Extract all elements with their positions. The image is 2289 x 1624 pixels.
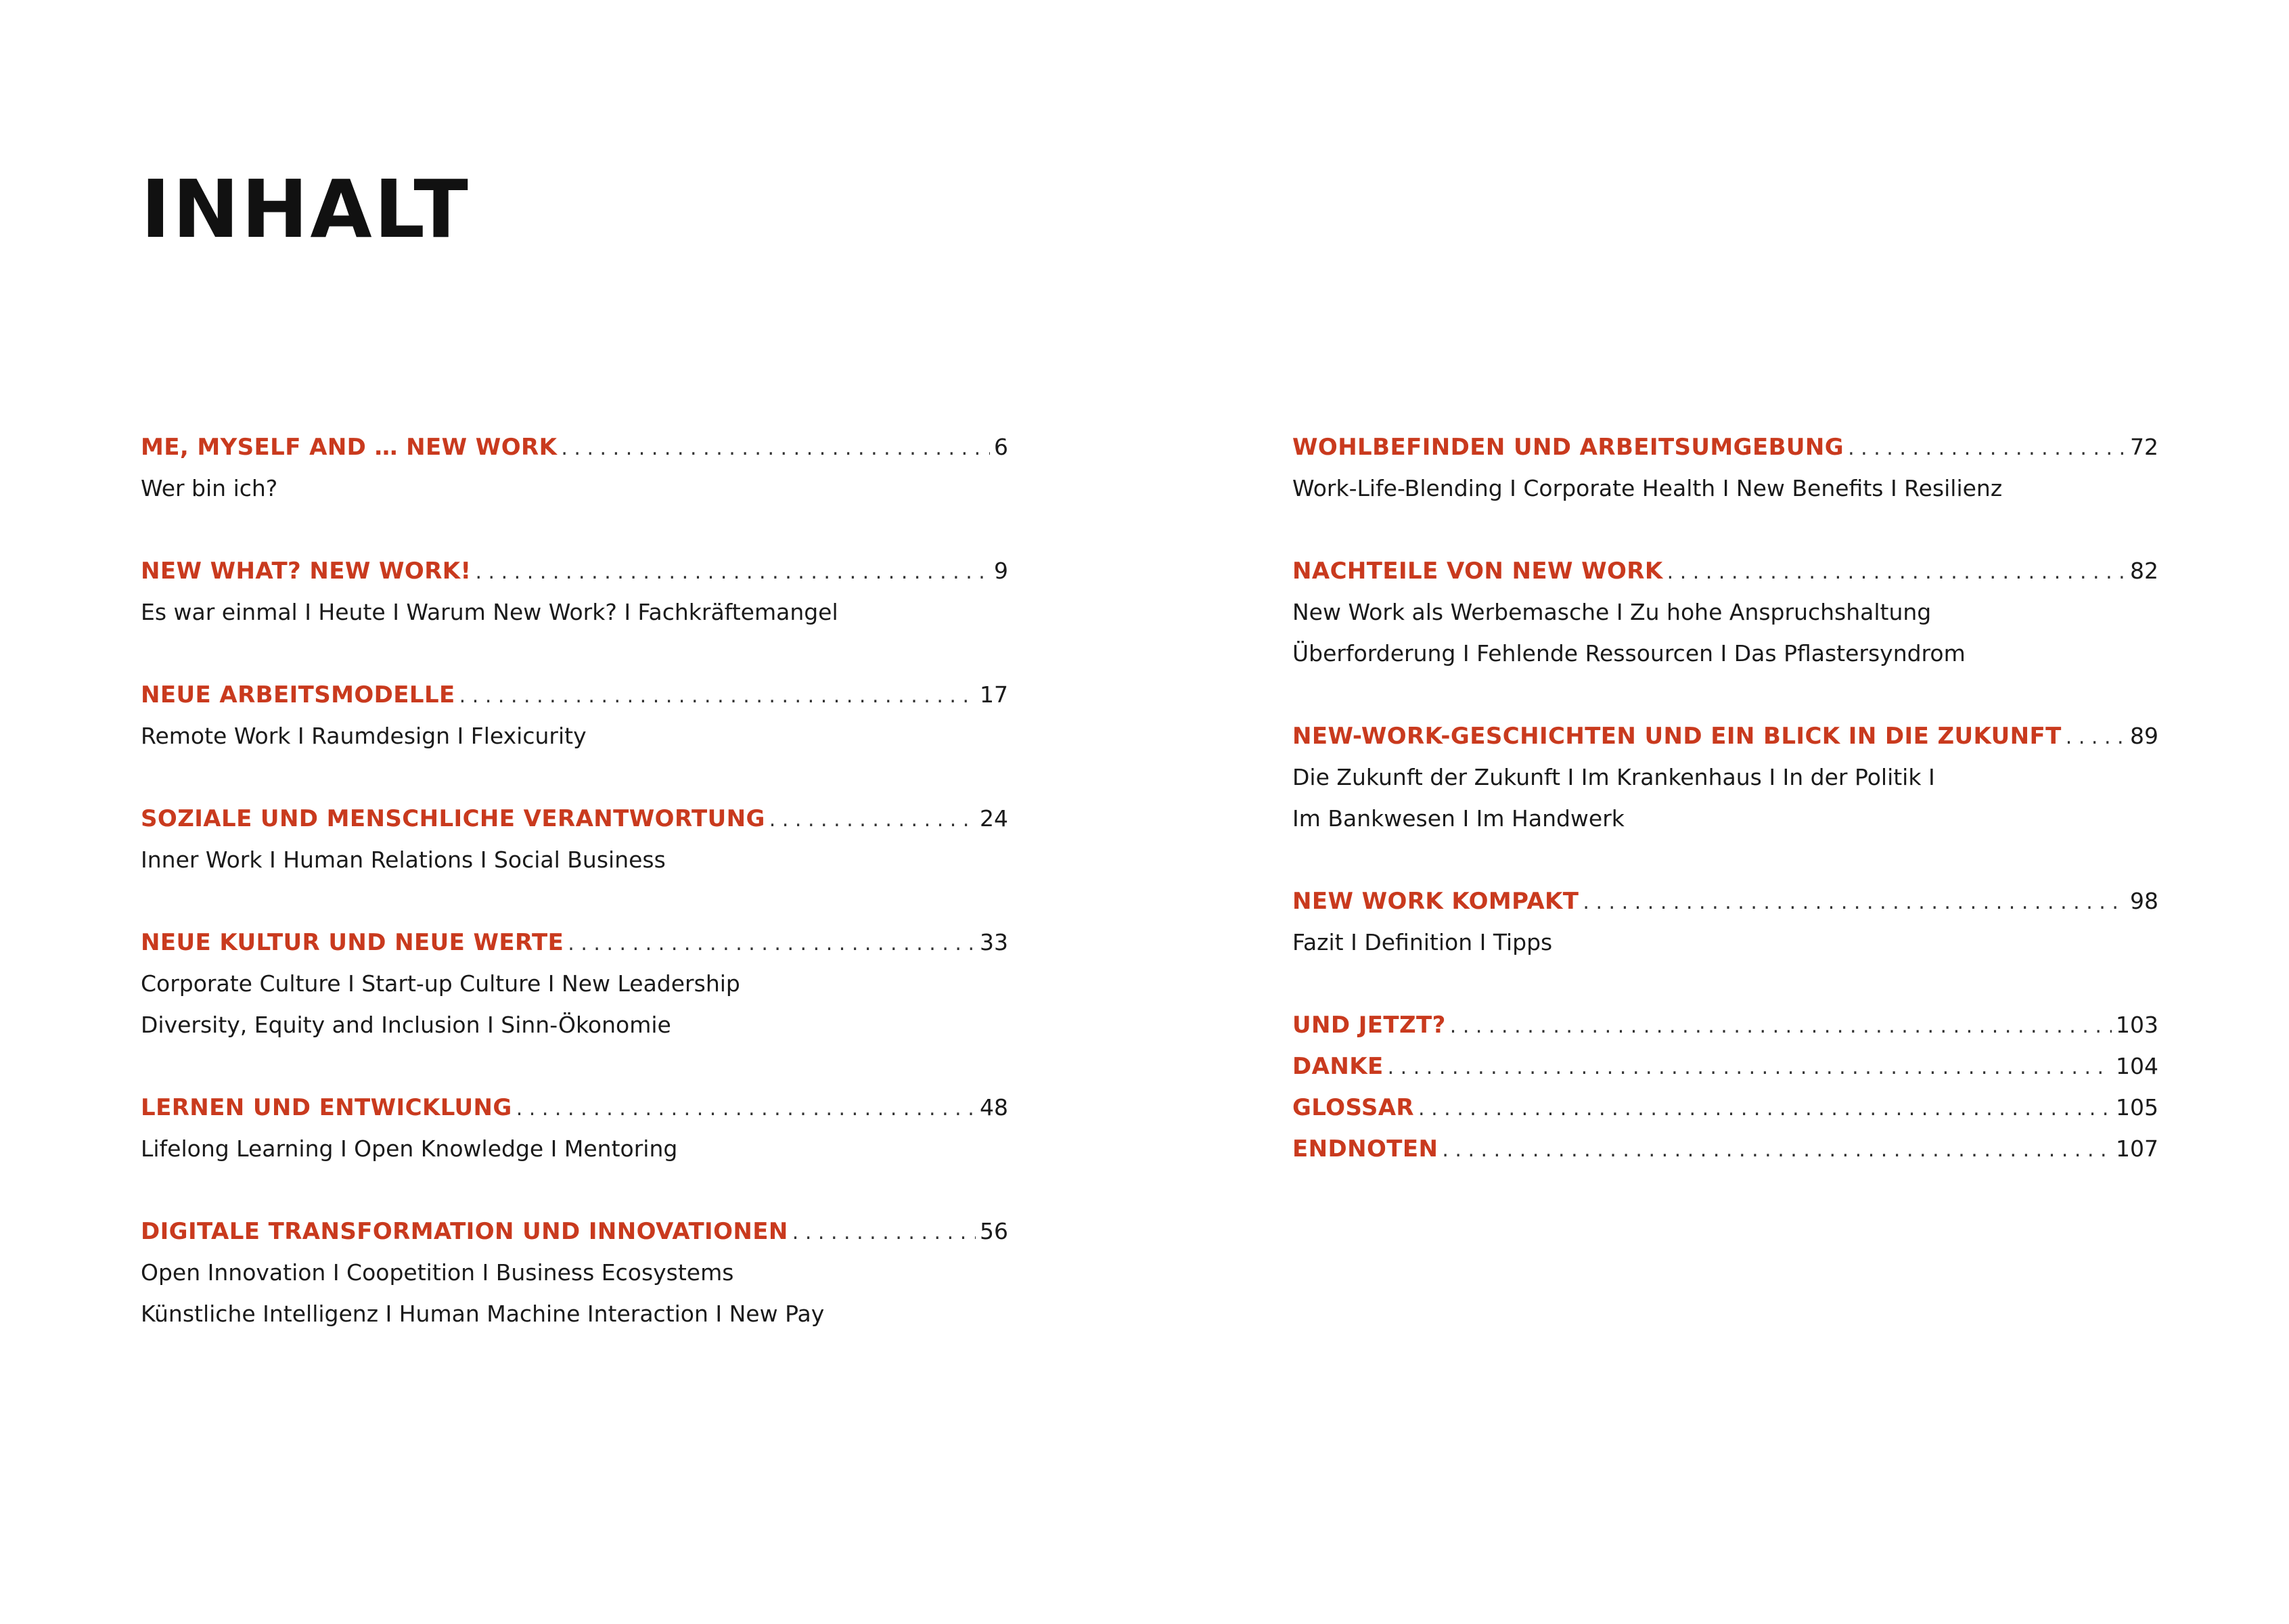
toc-page-number: 104 [2116, 1053, 2158, 1079]
toc-heading: GLOSSAR [1292, 1094, 1415, 1121]
toc-page-number: 89 [2130, 723, 2158, 749]
toc-page-number: 98 [2130, 888, 2158, 914]
toc-page-number: 56 [980, 1218, 1008, 1244]
toc-subtitle: Überforderung I Fehlende Ressourcen I Das Pflastersyndrom [1292, 640, 1966, 667]
toc-entry [1292, 880, 2158, 963]
dot-leader [769, 799, 976, 840]
toc-heading: ENDNOTEN [1292, 1135, 1438, 1163]
toc-heading: LERNEN UND ENTWICKLUNG [141, 1094, 512, 1121]
toc-heading: NEW WORK KOMPAKT [1292, 888, 1579, 915]
toc-heading: NEW WHAT? NEW WORK! [141, 558, 472, 585]
toc-entry-line[interactable] [141, 426, 1008, 468]
toc-entry-line[interactable] [1292, 715, 2158, 757]
toc-entry [141, 426, 1008, 509]
dot-leader [568, 923, 976, 964]
toc-heading: SOZIALE UND MENSCHLICHE VERANTWORTUNG [141, 805, 765, 832]
toc-entry-line[interactable] [141, 1087, 1008, 1128]
toc-right-column [1292, 426, 2158, 1169]
toc-subtitle: Es war einmal I Heute I Warum New Work? I Fachkräftemangel [141, 599, 838, 625]
toc-entry [1292, 715, 2158, 839]
toc-entry-line[interactable] [141, 550, 1008, 591]
toc-heading: ME, MYSELF AND … NEW WORK [141, 434, 558, 461]
toc-heading: NACHTEILE VON NEW WORK [1292, 558, 1663, 585]
toc-entry [141, 798, 1008, 880]
dot-leader [1442, 1129, 2112, 1171]
toc-entry-line[interactable] [1292, 426, 2158, 468]
dot-leader [561, 428, 990, 469]
dot-leader [2066, 717, 2126, 758]
toc-entry-line[interactable] [141, 674, 1008, 715]
toc-page-number: 6 [994, 434, 1008, 460]
toc-entry-line[interactable] [141, 1211, 1008, 1252]
toc-subtitle: Work-Life-Blending I Corporate Health I New Benefits I Resilienz [1292, 475, 2003, 501]
toc-entry-line[interactable] [1292, 880, 2158, 922]
toc-heading: UND JETZT? [1292, 1012, 1446, 1039]
toc-entry-line[interactable] [1292, 550, 2158, 591]
toc-entry [141, 674, 1008, 757]
toc-subtitle: Wer bin ich? [141, 475, 278, 501]
toc-entry [1292, 426, 2158, 509]
toc-entry-line[interactable] [1292, 1045, 2158, 1087]
dot-leader [459, 675, 976, 717]
toc-subtitle: Fazit I Definition I Tipps [1292, 929, 1553, 955]
dot-leader [792, 1212, 976, 1253]
toc-subtitle: Diversity, Equity and Inclusion I Sinn-Ökonomie [141, 1012, 671, 1038]
toc-heading: DANKE [1292, 1053, 1384, 1080]
dot-leader [1418, 1088, 2112, 1129]
dot-leader [1388, 1047, 2112, 1088]
toc-heading: NEW-WORK-GESCHICHTEN UND EIN BLICK IN DIE ZUKUNFT [1292, 723, 2062, 750]
toc-subtitle: Open Innovation I Coopetition I Business Ecosystems [141, 1259, 734, 1286]
toc-heading: NEUE ARBEITSMODELLE [141, 681, 455, 708]
toc-left-column [141, 426, 1008, 1376]
dot-leader [1583, 882, 2126, 923]
toc-subtitle: Die Zukunft der Zukunft I Im Krankenhaus I In der Politik I [1292, 764, 1935, 790]
toc-short-entries [1292, 1004, 2158, 1169]
toc-subtitle: Remote Work I Raumdesign I Flexicurity [141, 723, 587, 749]
toc-subtitle: Im Bankwesen I Im Handwerk [1292, 805, 1625, 832]
dot-leader [475, 551, 990, 593]
toc-subtitle: Künstliche Intelligenz I Human Machine Interaction I New Pay [141, 1301, 825, 1327]
toc-page-number: 33 [980, 929, 1008, 955]
toc-subtitle: Corporate Culture I Start-up Culture I New Leadership [141, 970, 740, 997]
toc-page-number: 9 [994, 558, 1008, 584]
toc-heading: DIGITALE TRANSFORMATION UND INNOVATIONEN [141, 1218, 788, 1245]
toc-entry-line[interactable] [1292, 1087, 2158, 1128]
toc-page-number: 17 [980, 681, 1008, 708]
page-title: INHALT [141, 162, 470, 256]
toc-page-number: 72 [2130, 434, 2158, 460]
toc-entry [141, 1087, 1008, 1169]
toc-page-number: 24 [980, 805, 1008, 832]
toc-page-number: 107 [2116, 1135, 2158, 1162]
toc-subtitle: Lifelong Learning I Open Knowledge I Mentoring [141, 1135, 678, 1162]
toc-page-number: 82 [2130, 558, 2158, 584]
toc-entry-line[interactable] [141, 798, 1008, 839]
toc-subtitle: Inner Work I Human Relations I Social Business [141, 847, 666, 873]
toc-page-number: 103 [2116, 1012, 2158, 1038]
dot-leader [1667, 551, 2126, 593]
toc-entry [141, 922, 1008, 1045]
toc-entry [1292, 550, 2158, 674]
toc-entry [141, 1211, 1008, 1334]
dot-leader [1848, 428, 2126, 469]
toc-subtitle: New Work als Werbemasche I Zu hohe Anspruchshaltung [1292, 599, 1932, 625]
toc-page-number: 105 [2116, 1094, 2158, 1121]
toc-entry-line[interactable] [1292, 1128, 2158, 1169]
toc-heading: WOHLBEFINDEN UND ARBEITSUMGEBUNG [1292, 434, 1844, 461]
toc-heading: NEUE KULTUR UND NEUE WERTE [141, 929, 564, 956]
toc-page-number: 48 [980, 1094, 1008, 1121]
toc-entry [141, 550, 1008, 633]
toc-entry-line[interactable] [1292, 1004, 2158, 1045]
toc-entry-line[interactable] [141, 922, 1008, 963]
dot-leader [1450, 1006, 2112, 1047]
dot-leader [516, 1088, 976, 1129]
